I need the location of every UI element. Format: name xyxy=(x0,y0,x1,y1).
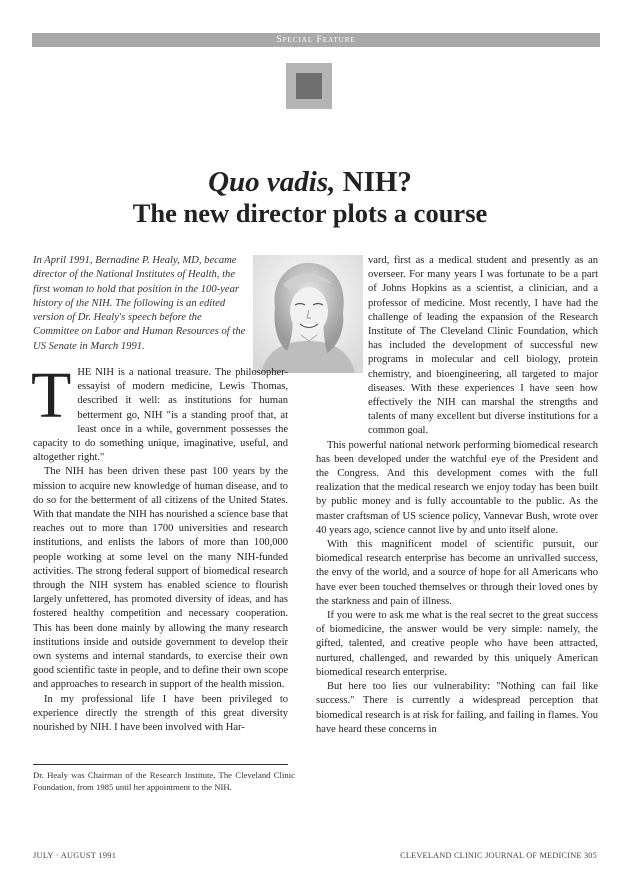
logo-inner-square xyxy=(296,73,322,99)
photo-wrap-spacer xyxy=(316,254,368,426)
column-left xyxy=(31,359,288,735)
column-right xyxy=(316,254,598,737)
col-b-paragraph-3: With this magnificent model of scientific pursuit, our biomedical research enterprise has become an unrivalled success, the envy of the world, and a source of hope for all Americans who have ever been touched themselves or through their loved ones by the starkness and pain of illness. xyxy=(316,539,598,607)
article-subtitle: The new director plots a course xyxy=(132,198,488,228)
col-a-paragraph-2: The NIH has been driven these past 100 years by the mission to acquire new knowledge of human disease, and to do so for the betterment of all citizens of the United States. With that mandate the NIH has nourished a science base that reaches out to more than 1700 universities and research institutions, and enlists the labors of more than 100,000 people working at some level on the many NIH-funded activities. The strong federal support of biomedical research through the NIH system has enabled science to flourish largely unfettered, has promoted diversity of ideas, and has fostered healthy competition and necessary cooperation. This has been done mainly by allowing the many research institutions inside and outside government to develop their own systems and internal standards, to exercise their own good scientific taste in people, and to define their own scope and approaches to research in support of the health mission. xyxy=(33,466,288,691)
footer-journal-page: CLEVELAND CLINIC JOURNAL OF MEDICINE 305 xyxy=(400,851,597,860)
section-logo xyxy=(286,63,332,109)
footnote: Dr. Healy was Chairman of the Research Institute, The Cleveland Clinic Foundation, from 1985 until her appointment to the NIH. xyxy=(33,770,295,792)
footnote-rule xyxy=(33,764,288,765)
title-rest: NIH? xyxy=(335,166,412,198)
lede-paragraph: In April 1991, Bernadine P. Healy, MD, became director of the National Institutes of Health, the first woman to hold that position in the 100-year history of the NIH. The following is an edited version of Dr. Healy's speech before the Committee on Labor and Human Resources of the US Senate in March 1991. xyxy=(33,255,246,352)
col-a-paragraph-3: In my professional life I have been privileged to experience directly the strength of this great diversity nourished by NIH. I have been involved with Har- xyxy=(33,693,288,734)
section-banner: Special Feature xyxy=(32,33,600,47)
col-b-paragraph-4: If you were to ask me what is the real secret to the great success of biomedicine, the answer would be very simple: namely, the gifted, talented, and creative people who have been attracted, nurtured, challenged, and rewarded by this uniquely American biomedical research enterprise. xyxy=(316,610,598,678)
title-italic: Quo vadis, xyxy=(208,166,336,198)
col-a-paragraph-1: HE NIH is a national treasure. The philosopher-essayist of modern medicine, Lewis Thomas, described it well: as institutions for human betterment go, NIH "is a standing proof that, at least once in a while, government possesses the capacity to do something unique, imaginative, useful, and altogether right." xyxy=(33,367,288,464)
article-title xyxy=(0,166,620,199)
footer-date: JULY · AUGUST 1991 xyxy=(33,851,117,860)
drop-cap: T xyxy=(31,359,72,432)
col-b-paragraph-5: But here too lies our vulnerability: "Nothing can fail like success." There is currently a widespread perception that biomedical research is at risk for failing, and failing in flames. You have heard these concerns in xyxy=(316,681,598,735)
col-b-paragraph-1: vard, first as a medical student and presently as an overseer. For many years I was fortunate to be a part of Johns Hopkins as a scientist, a clinician, and a professor of medicine. Most recently, I have had the challenge of leading the expansion of the Research Institute of The Cleveland Clinic Foundation, which has included the development of successful new programs in molecular and cell biology, protein chemistry, and bioengineering, all targeted to major diseases. With these experiences I have seen how effectively the NIH can marshal the strengths and talents of many excellent but diverse institutions for a common goal. xyxy=(368,255,598,437)
col-b-paragraph-2: This powerful national network performing biomedical research has been developed under the watchful eye of the President and the Congress. And this development comes with the full realization that the medical research we enjoy today has been built by public money and is fully accountable to the public. As the master craftsman of US science policy, Vannevar Bush, wrote over 40 years ago, science cannot live by and unto itself alone. xyxy=(316,439,598,536)
